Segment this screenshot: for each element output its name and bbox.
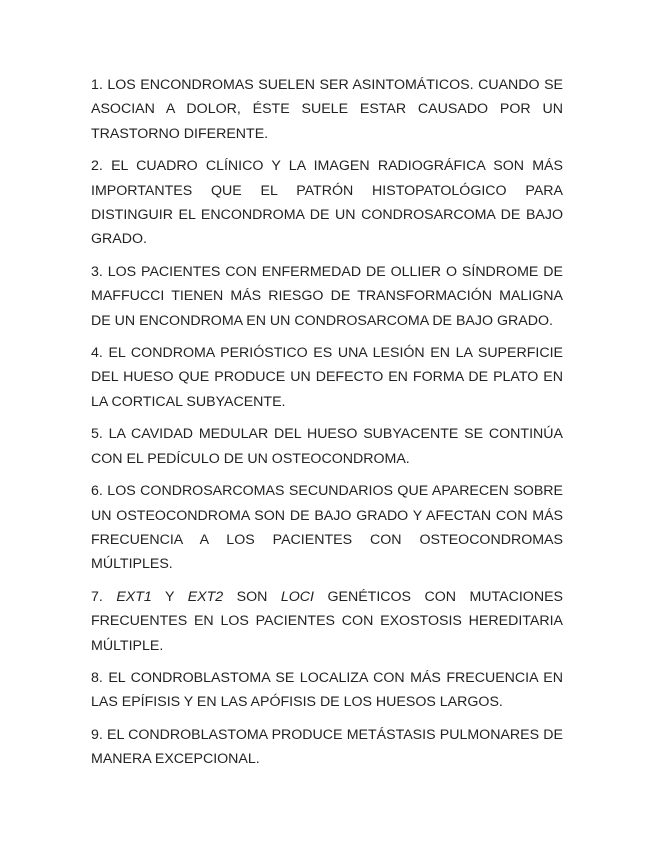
- statement-5: 5. LA CAVIDAD MEDULAR DEL HUESO SUBYACENTE SE CONTINÚA CON EL PEDÍCULO DE UN OSTEOCONDROMA.: [91, 426, 563, 467]
- statement-4: 4. EL CONDROMA PERIÓSTICO ES UNA LESIÓN EN LA SUPERFICIE DEL HUESO QUE PRODUCE UN DEFECTO EN FORMA DE PLATO EN LA CORTICAL SUBYACENTE.: [91, 345, 563, 410]
- statement-1: 1. LOS ENCONDROMAS SUELEN SER ASINTOMÁTICOS. CUANDO SE ASOCIAN A DOLOR, ÉSTE SUELE ESTAR CAUSADO POR UN TRASTORNO DIFERENTE.: [91, 77, 563, 142]
- statement-2: 2. EL CUADRO CLÍNICO Y LA IMAGEN RADIOGRÁFICA SON MÁS IMPORTANTES QUE EL PATRÓN HISTOPATOLÓGICO PARA DISTINGUIR EL ENCONDROMA DE UN CONDROSARCOMA DE BAJO GRADO.: [91, 158, 563, 248]
- gene-ext1: EXT1: [116, 588, 152, 605]
- document-page: [91, 73, 563, 780]
- statement-7-rest: GENÉTICOS CON MUTACIONES FRECUENTES EN LOS PACIENTES CON EXOSTOSIS HEREDITARIA MÚLTIPLE.: [91, 588, 564, 654]
- statement-6: 6. LOS CONDROSARCOMAS SECUNDARIOS QUE APARECEN SOBRE UN OSTEOCONDROMA SON DE BAJO GRADO Y AFECTAN CON MÁS FRECUENCIA A LOS PACIENTES CON OSTEOCONDROMAS MÚLTIPLES.: [91, 483, 563, 573]
- statement-7-prefix: 7.: [91, 588, 117, 605]
- statement-7-verb: SON: [223, 588, 281, 605]
- statement-9: 9. EL CONDROBLASTOMA PRODUCE METÁSTASIS PULMONARES DE MANERA EXCEPCIONAL.: [91, 726, 563, 768]
- gene-ext2: EXT2: [187, 588, 224, 605]
- statement-8: 8. EL CONDROBLASTOMA SE LOCALIZA CON MÁS FRECUENCIA EN LAS EPÍFISIS Y EN LAS APÓFISIS DE LOS HUESOS LARGOS.: [91, 669, 563, 711]
- statement-7-conjunction: Y: [151, 588, 188, 605]
- statement-7: [91, 585, 563, 658]
- term-loci: LOCI: [280, 588, 314, 605]
- statement-3: 3. LOS PACIENTES CON ENFERMEDAD DE OLLIER O SÍNDROME DE MAFFUCCI TIENEN MÁS RIESGO DE TRANSFORMACIÓN MALIGNA DE UN ENCONDROMA EN UN CONDROSARCOMA DE BAJO GRADO.: [91, 263, 563, 329]
